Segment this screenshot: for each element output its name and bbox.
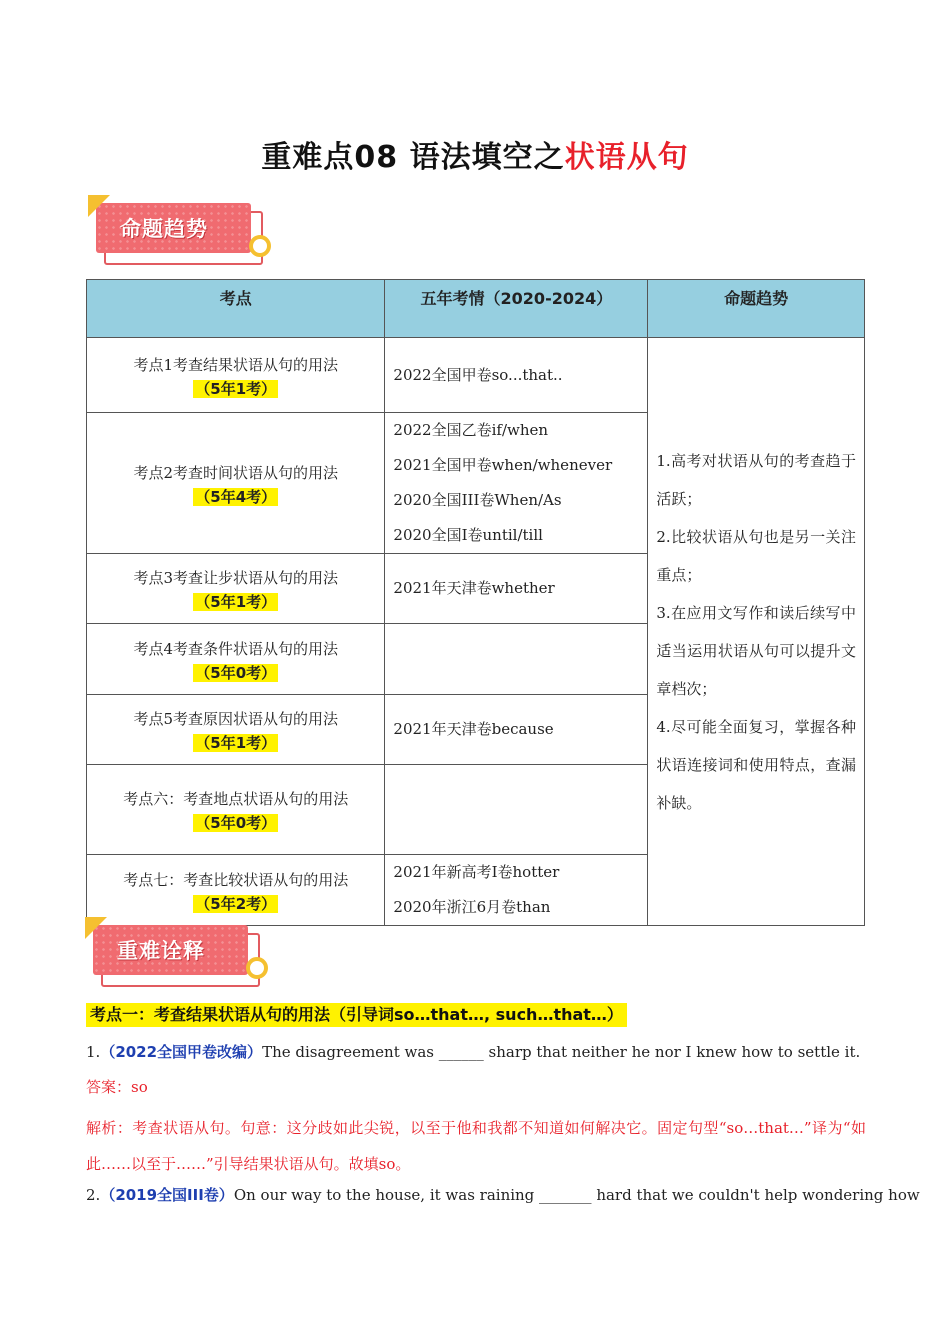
point-name: 考点2考查时间状语从句的用法 [133, 463, 338, 482]
point-count: （5年1考） [195, 593, 277, 611]
header-point: 考点 [87, 280, 385, 338]
year-entry: 2021年天津卷whether [393, 579, 555, 597]
year-entry: 2020全国III卷When/As [393, 491, 562, 509]
year-entry: 2021全国甲卷when/whenever [393, 456, 613, 474]
q2-text: On our way to the house, it was raining _______ hard that we couldn't help wondering how [233, 1186, 920, 1204]
point-name: 考点5考查原因状语从句的用法 [133, 710, 338, 728]
year-entry: 2020全国I卷until/till [393, 526, 543, 544]
year-entry: 2022全国乙卷if/when [393, 421, 549, 439]
explain-badge-label: 重难诠释 [117, 939, 205, 963]
table-row [87, 338, 865, 413]
trend-cell [648, 338, 865, 926]
point-name: 考点1考查结果状语从句的用法 [133, 355, 338, 374]
year-entry: 2021年新高考I卷hotter [393, 863, 560, 881]
point-count: （5年4考） [195, 487, 277, 506]
badge-corner-icon [85, 917, 107, 939]
point-count: （5年1考） [195, 379, 277, 398]
point-name: 考点六：考查地点状语从句的用法 [123, 790, 349, 808]
q2-source: （2019全国III卷） [100, 1186, 234, 1204]
header-years: 五年考情（2020-2024） [385, 280, 648, 338]
header-trend: 命题趋势 [648, 280, 865, 338]
badge-ring-icon [246, 957, 268, 979]
trend-item: 2.比较状语从句也是另一关注重点； [656, 527, 856, 584]
page-title [0, 132, 950, 176]
badge-corner-icon [88, 195, 110, 217]
title-highlight: 状语从句 [564, 140, 689, 175]
point-name: 考点3考查让步状语从句的用法 [133, 569, 338, 587]
question-2 [86, 1183, 920, 1207]
year-entry: 2022全国甲卷so...that.. [393, 365, 563, 384]
q1-text: The disagreement was ______ sharp that neither he nor I knew how to settle it. [262, 1043, 861, 1061]
q1-source: （2022全国甲卷改编） [100, 1043, 263, 1061]
point-name: 考点七：考查比较状语从句的用法 [123, 870, 349, 889]
trend-item: 4.尽可能全面复习，掌握各种状语连接词和使用特点，查漏补缺。 [656, 717, 856, 812]
point-count: （5年0考） [195, 814, 277, 832]
question-1 [86, 1040, 866, 1064]
title-prefix: 重难点08 语法填空之 [261, 140, 565, 175]
badge-ring-icon [249, 235, 271, 257]
year-entry: 2020年浙江6月卷than [393, 898, 551, 916]
point-name: 考点4考查条件状语从句的用法 [133, 639, 338, 658]
trend-item: 3.在应用文写作和读后续写中适当运用状语从句可以提升文章档次； [656, 603, 856, 698]
trend-badge-label: 命题趋势 [120, 217, 208, 241]
point-count: （5年0考） [195, 663, 277, 682]
point-count: （5年1考） [195, 734, 277, 752]
exam-summary-table [86, 279, 865, 926]
q1-answer: 答案：so [86, 1078, 148, 1096]
section-heading: 考点一：考查结果状语从句的用法（引导词so…that…, such…that…） [86, 1003, 627, 1027]
trend-badge [96, 203, 271, 265]
point-count: （5年2考） [195, 894, 277, 913]
year-entry: 2021年天津卷because [393, 720, 554, 738]
q1-number: 1. [86, 1043, 101, 1061]
trend-item: 1.高考对状语从句的考查趋于活跃； [656, 451, 856, 508]
q1-analysis: 解析：考查状语从句。句意：这分歧如此尖锐，以至于他和我都不知道如何解决它。固定句型“so…that…”译为“如此……以至于……”引导结果状语从句。故填so。 [86, 1119, 866, 1173]
explain-badge [93, 925, 268, 987]
q2-number: 2. [86, 1186, 101, 1204]
